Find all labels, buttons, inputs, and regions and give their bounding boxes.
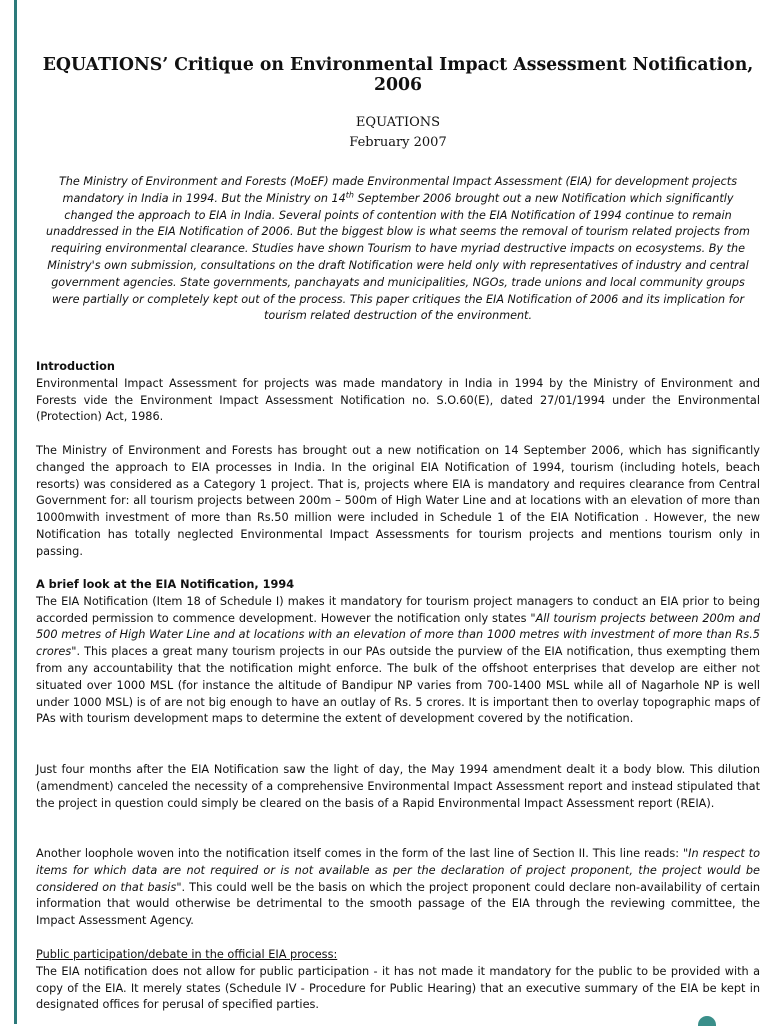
introduction-paragraph-1: Environmental Impact Assessment for projects was made mandatory in India in 1994 by the Ministry of Environment and Forests vide the Environment Impact Assessment Notification no. S.O.60(E), dated 27/01/1994 under the Environmental (Protection) Act, 1986.: [36, 376, 760, 424]
section-introduction: [36, 359, 760, 426]
document-title: [36, 55, 760, 95]
introduction-paragraph-2: The Ministry of Environment and Forests has brought out a new notification on 14 September 2006, which has significantly changed the approach to EIA processes in India. In the original EIA Notification of 1994, tourism (including hotels, beach resorts) was considered as a Category 1 project. That is, projects where EIA is mandatory and requires clearance from Central Government for: all tourism projects between 200m – 500m of High Water Line and at locations with an elevation of more than 1000mwith investment of more than Rs.50 million were included in Schedule 1 of the EIA Notification . However, the new Notification has totally neglected Environmental Impact Assessments for tourism projects and mentions tourism only in passing.: [36, 444, 760, 558]
brief-paragraph-1-quote: All tourism projects between 200m and 500 metres of High Water Line and at locations with an elevation of more than 1000 metres with investment of more than Rs.5 crores: [36, 611, 760, 659]
logo-mark-icon: [698, 1016, 716, 1026]
brief-paragraph-3-lead: Another loophole woven into the notification itself comes in the form of the last line of Section II. This line reads: ": [36, 847, 689, 860]
brief-look-paragraph-2: Just four months after the EIA Notification saw the light of day, the May 1994 amendment dealt it a body blow. This dilution (amendment) canceled the necessity of a comprehensive Environmental Impact Assessment report and instead stipulated that the project in question could simply be cleared on the basis of a Rapid Environmental Impact Assessment report (REIA).: [36, 763, 760, 810]
introduction-paragraph-2-block: [36, 443, 760, 561]
abstract-part-1: The Ministry of Environment and Forests (MoEF) made Environmental Impact Assessment (EIA) for development projects mandatory in India in 1994. But the Ministry on 14: [58, 175, 738, 205]
brief-look-heading: A brief look at the EIA Notification, 1994: [36, 578, 295, 591]
abstract: [42, 174, 754, 325]
publication-date: February 2007: [349, 135, 447, 150]
brief-paragraph-3-rest: ". This could well be the basis on which the project proponent could declare non-availability of certain information that would otherwise be detrimental to the smooth passage of the EIA through the reviewing committee, the Impact Assessment Agency.: [36, 880, 760, 928]
public-participation-paragraph-1: The EIA notification does not allow for public participation - it has not made it mandatory for the public to be provided with a copy of the EIA. It merely states (Schedule IV - Procedure for Public Hearing) that an executive summary of the EIA be kept in designated offices for perusal of specified parties.: [36, 964, 760, 1012]
brief-look-paragraph-2-block: [36, 762, 760, 812]
abstract-part-2: September 2006 brought out a new Notification which significantly changed the approach to EIA in India. Several points of contention with the EIA Notification of 1994 continue to remain unaddressed in the EIA Notification of 2006. But the biggest blow is what seems the removal of tourism related projects from requiring environmental clearance. Studies have shown Tourism to have myriad destructive impacts on ecosystems. By the Ministry's own submission, consultations on the draft Notification were held only with representatives of industry and central government agencies. State governments, panchayats and municipalities, NGOs, trade unions and local community groups were partially or completely kept out of the process. This paper critiques the EIA Notification of 2006 and its implication for tourism related destruction of the environment.: [46, 191, 750, 323]
section-public-participation: [36, 947, 760, 1014]
brief-look-paragraph-3: [36, 846, 760, 930]
brief-paragraph-3-quote: In respect to items for which data are not required or is not available as per the declaration of project proponent, the project would be considered on that basis: [36, 847, 760, 894]
brief-paragraph-1-lead: The EIA Notification (Item 18 of Schedule I) makes it mandatory for tourism project managers to conduct an EIA prior to being accorded permission to commence development. However the notification only states ": [36, 594, 760, 625]
section-brief-look: [36, 577, 760, 728]
author: EQUATIONS: [355, 115, 441, 130]
title-line-1: EQUATIONS’ Critique on Environmental Impact Assessment Notification,: [42, 55, 754, 75]
brief-paragraph-1-rest: ". This places a great many tourism projects in our PAs outside the purview of the EIA notification, thus exempting them from any accountability that the notification might enforce. The bulk of the offshoot enterprises that develop are either not situated over 1000 MSL (for instance the altitude of Bandipur NP varies from 700-1400 MSL while all of Nagarhole NP is well under 1000 MSL) is of are not big enough to have an outlay of Rs. 5 crores. It is important then to overlay topographic maps of PAs with tourism development maps to determine the extent of development covered by the notification.: [36, 645, 760, 726]
brief-look-paragraph-3-block: [36, 846, 760, 930]
left-margin-rule: [14, 0, 17, 1024]
abstract-superscript: th: [345, 190, 354, 200]
brief-look-paragraph-1: [36, 594, 760, 728]
introduction-heading: Introduction: [36, 360, 115, 373]
title-line-2: 2006: [373, 75, 423, 95]
public-participation-heading: Public participation/debate in the official EIA process:: [36, 948, 338, 961]
